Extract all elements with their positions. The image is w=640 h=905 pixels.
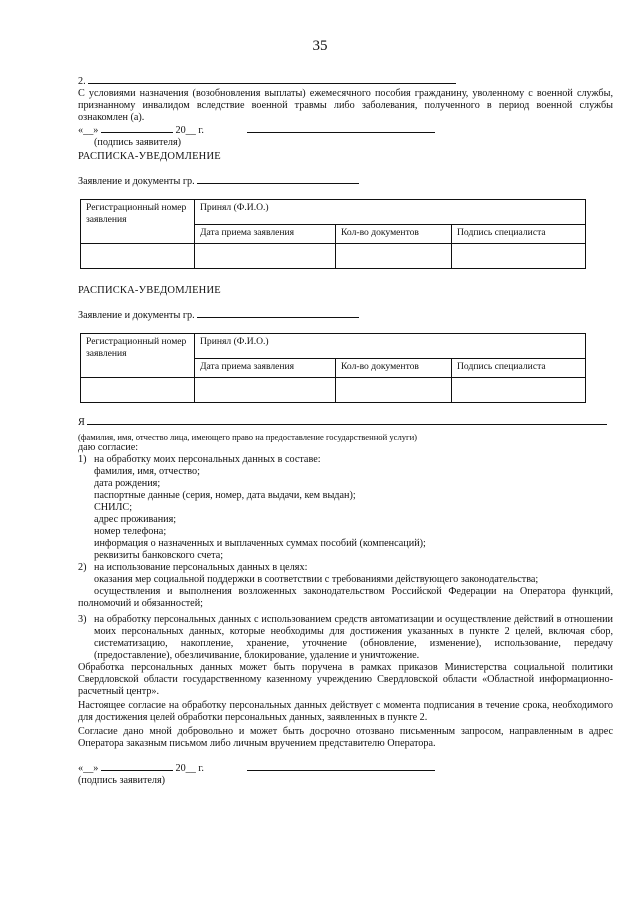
receipt2-docs-line (78, 310, 359, 322)
consent-date-month-line (101, 770, 173, 771)
block2-blank-line (88, 83, 456, 84)
consent-item2-sub1: оказания мер социальной поддержки в соответствии с требованиями действующего законодательства; (94, 574, 539, 585)
receipt1-cell-signature (452, 244, 586, 269)
receipt1-doc-count: Кол-во документов (336, 225, 452, 244)
receipt2-reg-number: Регистрационный номер заявления (81, 334, 195, 378)
block2-number-line (78, 76, 613, 88)
receipt2-cell-count (336, 378, 452, 403)
receipt1-cell-date (195, 244, 336, 269)
consent-give: даю согласие: (78, 442, 139, 453)
consent-item2-text: на использование персональных данных в целях: (94, 562, 308, 573)
consent-item2-sub2: осуществления и выполнения возложенных законодательством Российской Федерации на Оператора функций, полномочий и обязанностей; (78, 586, 613, 609)
block2-date-month-line (101, 132, 173, 133)
consent-signature-caption: (подпись заявителя) (78, 775, 166, 786)
receipt1-docs-label: Заявление и документы гр. (78, 176, 195, 187)
receipt1-cell-reg (81, 244, 195, 269)
consent-item3-text: на обработку персональных данных с использованием средств автоматизации и осуществление действий в отношении моих персональных данных, которые необходимы для достижения указанных в пункте 2 целей, включая сбор, систематизацию, накопление, хранение, уточнение (обновление, изменение), использование, передачу (предоставление), обезличивание, блокирование, удаление и уничтожение. (94, 614, 613, 661)
receipt2-cell-signature (452, 378, 586, 403)
consent-item3-num: 3) (78, 614, 87, 625)
receipt1-cell-count (336, 244, 452, 269)
consent-para-validity: Настоящее согласие на обработку персональных данных действует с момента подписания в течение срока, необходимого для достижения целей обработки персональных данных, заявленных в пункте 2. (78, 700, 613, 723)
receipt2-docs-blank (197, 317, 359, 318)
receipt1-docs-line (78, 176, 359, 188)
receipt2-cell-reg (81, 378, 195, 403)
receipt2-doc-count: Кол-во документов (336, 359, 452, 378)
receipt2-title: РАСПИСКА-УВЕДОМЛЕНИЕ (78, 285, 221, 296)
consent-date-open: «__» (78, 763, 99, 774)
receipt2-date-received: Дата приема заявления (195, 359, 336, 378)
consent-para-processing: Обработка персональных данных может быть поручена в рамках приказов Министерства социальной политики Свердловской области государственному казенному учреждению Свердловской области «Областной информационно-расчетный центр». (78, 662, 613, 697)
consent-name-blank (87, 424, 607, 425)
consent-item1-sub7: информация о назначенных и выплаченных суммах пособий (компенсаций); (94, 538, 426, 549)
receipt1-docs-blank (197, 183, 359, 184)
page-number: 35 (312, 38, 328, 54)
receipt2-table (80, 333, 586, 403)
consent-ya-line (78, 417, 607, 429)
block2-number: 2. (78, 76, 86, 87)
receipt2-specialist-signature: Подпись специалиста (452, 359, 586, 378)
consent-item1-sub8: реквизиты банковского счета; (94, 550, 224, 561)
consent-signature-line (247, 770, 435, 771)
receipt2-docs-label: Заявление и документы гр. (78, 310, 195, 321)
consent-item1-sub4: СНИЛС; (94, 502, 133, 513)
block2-signature-line (247, 132, 435, 133)
consent-para-revocation: Согласие дано мной добровольно и может быть досрочно отозвано письменным запросом, направленным в адрес Оператора заказным письмом либо личным вручением представителю Оператора. (78, 726, 613, 749)
receipt1-title: РАСПИСКА-УВЕДОМЛЕНИЕ (78, 151, 221, 162)
receipt2-cell-date (195, 378, 336, 403)
block2-date-year: 20__ г. (175, 125, 204, 136)
receipt1-accepted: Принял (Ф.И.О.) (195, 200, 586, 225)
block2-date-line (78, 125, 613, 137)
block2-paragraph: С условиями назначения (возобновления выплаты) ежемесячного пособия гражданину, уволенному с военной службы, признанному инвалидом вследствие военной травмы либо заболевания, полученного в период военной службы ознакомлен (а). (78, 88, 613, 123)
consent-item1-sub6: номер телефона; (94, 526, 167, 537)
consent-item1-sub5: адрес проживания; (94, 514, 177, 525)
receipt2-accepted: Принял (Ф.И.О.) (195, 334, 586, 359)
consent-item1-sub1: фамилия, имя, отчество; (94, 466, 200, 477)
consent-item1-text: на обработку моих персональных данных в составе: (94, 454, 321, 465)
consent-name-caption: (фамилия, имя, отчество лица, имеющего право на предоставление государственной услуги) (78, 432, 418, 442)
receipt1-reg-number: Регистрационный номер заявления (81, 200, 195, 244)
receipt1-specialist-signature: Подпись специалиста (452, 225, 586, 244)
consent-item1-num: 1) (78, 454, 87, 465)
consent-item1-sub2: дата рождения; (94, 478, 161, 489)
consent-date-line (78, 763, 613, 775)
block2-date-open: «__» (78, 125, 99, 136)
receipt1-table (80, 199, 586, 269)
receipt1-date-received: Дата приема заявления (195, 225, 336, 244)
consent-item1-sub3: паспортные данные (серия, номер, дата выдачи, кем выдан); (94, 490, 356, 501)
consent-date-year: 20__ г. (175, 763, 204, 774)
block2-signature-caption: (подпись заявителя) (94, 137, 182, 148)
consent-ya: Я (78, 417, 85, 428)
consent-item2-num: 2) (78, 562, 87, 573)
